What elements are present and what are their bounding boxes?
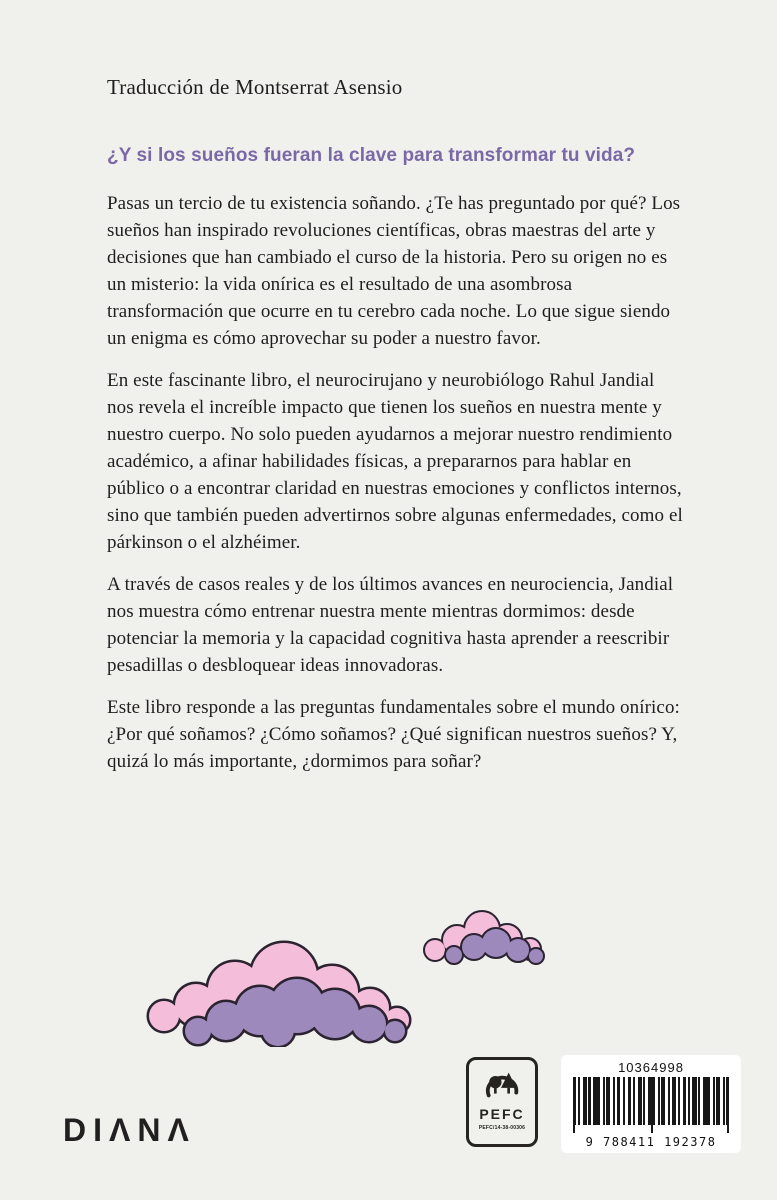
pefc-label: PEFC: [479, 1106, 525, 1122]
pefc-badge: [466, 1057, 538, 1147]
small-cloud-illustration: [408, 897, 558, 977]
barcode-isbn-number: 9 788411 192378: [585, 1135, 717, 1149]
barcode-top-number: 10364998: [618, 1060, 684, 1075]
barcode-bars: [573, 1077, 729, 1125]
body-paragraph-3: A través de casos reales y de los últimos avances en neurociencia, Jandial nos muestra cómo entrenar nuestra mente mientras dormimos: desde potenciar la memoria y la capacidad cognitiva hasta aprender a reescribir pesadillas o desbloquear ideas innovadoras.: [107, 574, 674, 676]
large-cloud-illustration: [138, 932, 423, 1047]
back-cover-text: [107, 74, 683, 790]
pefc-logo-icon: [479, 1066, 525, 1104]
barcode-guard-bar: [651, 1077, 653, 1133]
body-paragraph-1: Pasas un tercio de tu existencia soñando. ¿Te has preguntado por qué? Los sueños han inspirado revoluciones científicas, obras maestras del arte y decisiones que han cambiado el curso de la historia. Pero su origen no es un misterio: la vida onírica es el resultado de una asombrosa transformación que ocurre en tu cerebro cada noche. Lo que sigue siendo un enigma es cómo aprovechar su poder a nuestro favor.: [107, 193, 681, 349]
barcode-panel: [561, 1055, 741, 1153]
tagline-heading: ¿Y si los sueños fueran la clave para transformar tu vida?: [107, 145, 636, 166]
body-paragraph-4: Este libro responde a las preguntas fundamentales sobre el mundo onírico: ¿Por qué soñamos? ¿Cómo soñamos? ¿Qué significan nuestros sueños? Y, quizá lo más importante, ¿dormimos para soñar?: [107, 697, 680, 772]
barcode-guard-bar: [573, 1077, 575, 1133]
pefc-cert-code: PEFC/14-38-00306: [478, 1125, 526, 1131]
publisher-logo-diana: DIΛNΛ: [63, 1112, 196, 1148]
body-paragraph-2: En este fascinante libro, el neurocirujano y neurobiólogo Rahul Jandial nos revela el increíble impacto que tienen los sueños en nuestra mente y nuestro cuerpo. No solo pueden ayudarnos a mejorar nuestro rendimiento académico, a afinar habilidades físicas, a prepararnos para hablar en público o a encontrar claridad en nuestras emociones y conflictos internos, sino que también pueden advertirnos sobre algunas enfermedades, como el párkinson o el alzhéimer.: [107, 370, 683, 553]
translator-note: Traducción de Montserrat Asensio: [107, 75, 403, 99]
barcode-guard-bar: [727, 1077, 729, 1133]
